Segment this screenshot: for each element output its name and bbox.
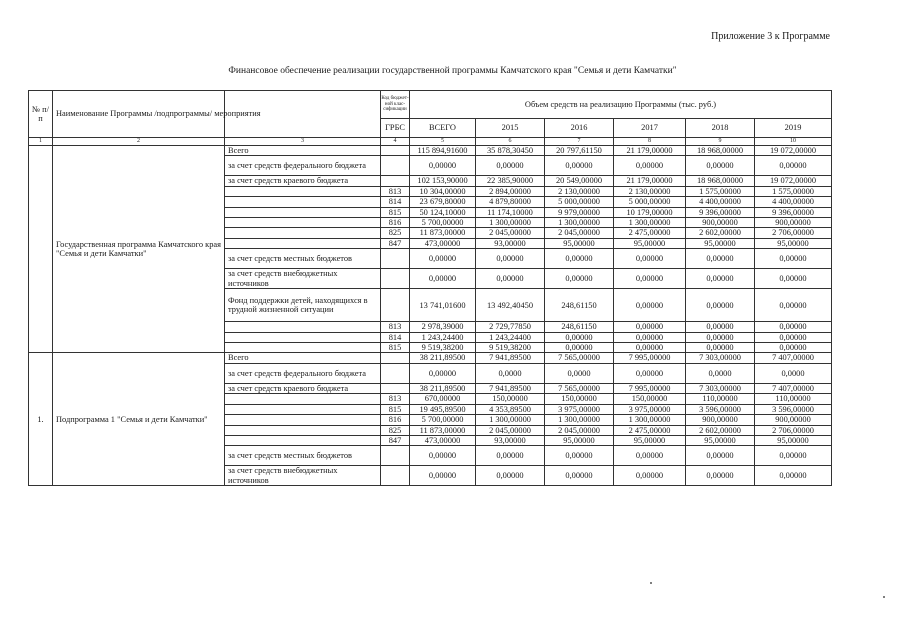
amount-total: 13 741,01600 (410, 289, 476, 322)
column-index: 2 (53, 138, 225, 146)
amount-year: 150,00000 (476, 394, 545, 404)
amount-year: 2 894,00000 (476, 186, 545, 196)
header-name: Наименование Программы /подпрограммы/ мероприятия (53, 91, 225, 138)
header-total: ВСЕГО (410, 119, 476, 138)
funding-source-label (225, 435, 381, 445)
grbs-code: 816 (381, 415, 410, 425)
grbs-code (381, 446, 410, 466)
amount-year: 0,00000 (686, 343, 755, 353)
document-title: Финансовое обеспечение реализации государственной программы Камчатского края "Семья и дети Камчатки" (228, 66, 677, 76)
amount-year: 0,00000 (614, 156, 686, 176)
amount-year: 5 000,00000 (614, 197, 686, 207)
amount-total: 10 304,00000 (410, 186, 476, 196)
column-index: 8 (614, 138, 686, 146)
amount-total: 5 700,00000 (410, 415, 476, 425)
amount-year: 0,00000 (755, 446, 832, 466)
header-grbs: ГРБС (381, 119, 410, 138)
amount-year: 18 968,00000 (686, 176, 755, 186)
amount-year: 1 243,24400 (476, 332, 545, 342)
header-row-1 (29, 91, 832, 119)
amount-total: 9 519,38200 (410, 343, 476, 353)
amount-year: 2 130,00000 (545, 186, 614, 196)
program-name: Государственная программа Камчатского края "Семья и дети Камчатки" (53, 146, 225, 353)
amount-year: 0,0000 (686, 363, 755, 383)
grbs-code: 847 (381, 238, 410, 248)
amount-year: 95,00000 (686, 238, 755, 248)
amount-year: 95,00000 (755, 435, 832, 445)
column-index: 6 (476, 138, 545, 146)
amount-year: 1 300,00000 (545, 218, 614, 228)
column-index: 1 (29, 138, 53, 146)
appendix-note: Приложение 3 к Программе (711, 31, 830, 42)
grbs-code (381, 363, 410, 383)
amount-year: 0,00000 (614, 466, 686, 486)
grbs-code (381, 146, 410, 156)
amount-year: 1 300,00000 (476, 415, 545, 425)
amount-year: 2 602,00000 (686, 228, 755, 238)
amount-year: 0,00000 (686, 156, 755, 176)
funding-source-label (225, 425, 381, 435)
funding-source-label: Всего (225, 146, 381, 156)
grbs-code: 815 (381, 404, 410, 414)
amount-year: 11 174,10000 (476, 207, 545, 217)
amount-year: 2 475,00000 (614, 228, 686, 238)
amount-year: 0,00000 (686, 289, 755, 322)
amount-total: 0,00000 (410, 466, 476, 486)
grbs-code: 816 (381, 218, 410, 228)
amount-year: 7 565,00000 (545, 353, 614, 363)
amount-year: 0,00000 (476, 446, 545, 466)
scan-speck (650, 582, 652, 584)
amount-year: 4 400,00000 (755, 197, 832, 207)
amount-year: 0,00000 (755, 289, 832, 322)
funding-source-label (225, 404, 381, 414)
amount-year: 7 941,89500 (476, 383, 545, 393)
amount-year: 3 975,00000 (545, 404, 614, 414)
grbs-code: 825 (381, 228, 410, 238)
amount-year: 2 130,00000 (614, 186, 686, 196)
amount-total: 19 495,89500 (410, 404, 476, 414)
amount-year: 900,00000 (686, 218, 755, 228)
amount-year: 21 179,00000 (614, 176, 686, 186)
amount-total: 11 873,00000 (410, 425, 476, 435)
amount-year: 2 475,00000 (614, 425, 686, 435)
funding-source-label (225, 343, 381, 353)
amount-year: 95,00000 (614, 435, 686, 445)
amount-year: 248,61150 (545, 322, 614, 332)
amount-year: 2 045,00000 (545, 425, 614, 435)
amount-year: 19 072,00000 (755, 176, 832, 186)
amount-total: 38 211,89500 (410, 383, 476, 393)
amount-year: 110,00000 (686, 394, 755, 404)
amount-year: 0,00000 (476, 249, 545, 269)
amount-year: 0,00000 (614, 269, 686, 289)
funding-source-label (225, 197, 381, 207)
amount-total: 11 873,00000 (410, 228, 476, 238)
amount-year: 0,00000 (545, 446, 614, 466)
amount-year: 19 072,00000 (755, 146, 832, 156)
amount-year: 2 706,00000 (755, 228, 832, 238)
grbs-code (381, 176, 410, 186)
amount-year: 0,00000 (545, 269, 614, 289)
grbs-code (381, 466, 410, 486)
amount-year: 0,00000 (614, 332, 686, 342)
amount-year: 1 300,00000 (614, 218, 686, 228)
amount-year: 35 878,30450 (476, 146, 545, 156)
grbs-code: 813 (381, 322, 410, 332)
amount-year: 1 575,00000 (755, 186, 832, 196)
funding-source-label (225, 394, 381, 404)
header-year: 2019 (755, 119, 832, 138)
row-number (29, 146, 53, 353)
amount-year: 4 400,00000 (686, 197, 755, 207)
amount-year: 0,00000 (686, 269, 755, 289)
grbs-code (381, 353, 410, 363)
grbs-code (381, 383, 410, 393)
amount-year: 1 575,00000 (686, 186, 755, 196)
amount-year: 95,00000 (614, 238, 686, 248)
amount-year: 150,00000 (614, 394, 686, 404)
grbs-code: 813 (381, 186, 410, 196)
amount-year: 13 492,40450 (476, 289, 545, 322)
amount-total: 0,00000 (410, 269, 476, 289)
amount-year: 95,00000 (545, 238, 614, 248)
amount-year: 3 596,00000 (755, 404, 832, 414)
amount-year: 248,61150 (545, 289, 614, 322)
column-index: 10 (755, 138, 832, 146)
amount-year: 9 519,38200 (476, 343, 545, 353)
amount-year: 0,00000 (476, 269, 545, 289)
amount-year: 1 300,00000 (476, 218, 545, 228)
amount-year: 7 303,00000 (686, 353, 755, 363)
header-budget-code: Код бюджет-ной клас-сификации (381, 91, 410, 119)
amount-year: 21 179,00000 (614, 146, 686, 156)
column-index: 7 (545, 138, 614, 146)
amount-year: 4 879,80000 (476, 197, 545, 207)
funding-source-label (225, 415, 381, 425)
amount-total: 0,00000 (410, 156, 476, 176)
funding-source-label (225, 332, 381, 342)
amount-year: 110,00000 (755, 394, 832, 404)
amount-year: 0,00000 (614, 446, 686, 466)
funding-source-label (225, 322, 381, 332)
amount-year: 7 995,00000 (614, 383, 686, 393)
amount-year: 0,0000 (545, 363, 614, 383)
funding-source-label (225, 218, 381, 228)
amount-year: 0,00000 (686, 446, 755, 466)
amount-year: 10 179,00000 (614, 207, 686, 217)
amount-year: 95,00000 (755, 238, 832, 248)
amount-year: 93,00000 (476, 435, 545, 445)
amount-year: 900,00000 (755, 218, 832, 228)
grbs-code: 825 (381, 425, 410, 435)
header-volume: Объем средств на реализацию Программы (тыс. руб.) (410, 91, 832, 119)
grbs-code: 814 (381, 197, 410, 207)
amount-year: 7 303,00000 (686, 383, 755, 393)
amount-year: 7 565,00000 (545, 383, 614, 393)
amount-year: 3 975,00000 (614, 404, 686, 414)
amount-year: 7 407,00000 (755, 383, 832, 393)
column-index: 5 (410, 138, 476, 146)
amount-total: 473,00000 (410, 435, 476, 445)
grbs-code: 813 (381, 394, 410, 404)
amount-total: 0,00000 (410, 249, 476, 269)
funding-source-label: за счет средств краевого бюджета (225, 383, 381, 393)
funding-source-label: за счет средств местных бюджетов (225, 249, 381, 269)
amount-year: 4 353,89500 (476, 404, 545, 414)
amount-total: 1 243,24400 (410, 332, 476, 342)
amount-year: 2 045,00000 (476, 425, 545, 435)
amount-year: 0,00000 (476, 156, 545, 176)
funding-source-label (225, 207, 381, 217)
amount-year: 0,00000 (755, 322, 832, 332)
amount-year: 0,00000 (686, 322, 755, 332)
amount-year: 2 729,77850 (476, 322, 545, 332)
amount-year: 0,00000 (545, 466, 614, 486)
amount-year: 1 300,00000 (614, 415, 686, 425)
grbs-code (381, 269, 410, 289)
funding-source-label: Фонд поддержки детей, находящихся в трудной жизненной ситуации (225, 289, 381, 322)
amount-year: 0,00000 (755, 249, 832, 269)
amount-year: 95,00000 (686, 435, 755, 445)
amount-year: 18 968,00000 (686, 146, 755, 156)
amount-year: 2 706,00000 (755, 425, 832, 435)
header-year: 2015 (476, 119, 545, 138)
amount-year: 0,0000 (755, 363, 832, 383)
header-year: 2018 (686, 119, 755, 138)
amount-total: 2 978,39000 (410, 322, 476, 332)
amount-year: 20 797,61150 (545, 146, 614, 156)
funding-source-label (225, 238, 381, 248)
amount-total: 50 124,10000 (410, 207, 476, 217)
amount-year: 900,00000 (755, 415, 832, 425)
grbs-code: 815 (381, 343, 410, 353)
amount-year: 95,00000 (545, 435, 614, 445)
amount-year: 0,00000 (614, 249, 686, 269)
amount-total: 670,00000 (410, 394, 476, 404)
amount-year: 0,00000 (755, 332, 832, 342)
amount-year: 0,00000 (476, 466, 545, 486)
column-index: 9 (686, 138, 755, 146)
amount-year: 0,00000 (614, 363, 686, 383)
amount-total: 38 211,89500 (410, 353, 476, 363)
amount-year: 7 995,00000 (614, 353, 686, 363)
amount-total: 0,00000 (410, 363, 476, 383)
amount-year: 0,00000 (545, 343, 614, 353)
amount-year: 9 396,00000 (755, 207, 832, 217)
amount-year: 3 596,00000 (686, 404, 755, 414)
amount-year: 22 385,90000 (476, 176, 545, 186)
table-row (29, 146, 832, 156)
amount-year: 0,00000 (686, 249, 755, 269)
header-year: 2016 (545, 119, 614, 138)
header-year: 2017 (614, 119, 686, 138)
amount-year: 7 407,00000 (755, 353, 832, 363)
amount-year: 0,00000 (545, 332, 614, 342)
amount-year: 150,00000 (545, 394, 614, 404)
amount-year: 0,0000 (476, 363, 545, 383)
amount-year: 2 045,00000 (545, 228, 614, 238)
grbs-code (381, 156, 410, 176)
amount-total: 115 894,91600 (410, 146, 476, 156)
amount-year: 900,00000 (686, 415, 755, 425)
program-name: Подпрограмма 1 "Семья и дети Камчатки" (53, 353, 225, 486)
amount-year: 0,00000 (545, 156, 614, 176)
amount-year: 2 045,00000 (476, 228, 545, 238)
financing-table (28, 90, 832, 486)
amount-year: 0,00000 (755, 466, 832, 486)
amount-total: 102 153,90000 (410, 176, 476, 186)
amount-year: 2 602,00000 (686, 425, 755, 435)
amount-year: 1 300,00000 (545, 415, 614, 425)
funding-source-label: за счет средств краевого бюджета (225, 176, 381, 186)
amount-total: 23 679,80000 (410, 197, 476, 207)
amount-year: 0,00000 (614, 322, 686, 332)
amount-year: 0,00000 (614, 343, 686, 353)
funding-source-label: за счет средств федерального бюджета (225, 363, 381, 383)
funding-source-label: за счет средств внебюджетных источников (225, 269, 381, 289)
amount-total: 0,00000 (410, 446, 476, 466)
amount-year: 0,00000 (545, 249, 614, 269)
grbs-code (381, 249, 410, 269)
grbs-code: 847 (381, 435, 410, 445)
amount-year: 0,00000 (686, 332, 755, 342)
amount-year: 0,00000 (686, 466, 755, 486)
amount-year: 0,00000 (755, 269, 832, 289)
table-row (29, 353, 832, 363)
amount-year: 7 941,89500 (476, 353, 545, 363)
amount-year: 20 549,00000 (545, 176, 614, 186)
grbs-code (381, 289, 410, 322)
grbs-code: 814 (381, 332, 410, 342)
grbs-code: 815 (381, 207, 410, 217)
amount-year: 0,00000 (755, 343, 832, 353)
header-num: № п/п (29, 91, 53, 138)
amount-total: 473,00000 (410, 238, 476, 248)
funding-source-label (225, 186, 381, 196)
funding-source-label: за счет средств внебюджетных источников (225, 466, 381, 486)
amount-year: 0,00000 (755, 156, 832, 176)
amount-year: 9 979,00000 (545, 207, 614, 217)
column-index: 3 (225, 138, 381, 146)
amount-year: 5 000,00000 (545, 197, 614, 207)
row-number: 1. (29, 353, 53, 486)
column-index-row (29, 138, 832, 146)
column-index: 4 (381, 138, 410, 146)
amount-year: 0,00000 (614, 289, 686, 322)
amount-year: 93,00000 (476, 238, 545, 248)
funding-source-label: Всего (225, 353, 381, 363)
amount-total: 5 700,00000 (410, 218, 476, 228)
funding-source-label: за счет средств федерального бюджета (225, 156, 381, 176)
funding-source-label (225, 228, 381, 238)
scan-speck (883, 596, 885, 598)
funding-source-label: за счет средств местных бюджетов (225, 446, 381, 466)
amount-year: 9 396,00000 (686, 207, 755, 217)
